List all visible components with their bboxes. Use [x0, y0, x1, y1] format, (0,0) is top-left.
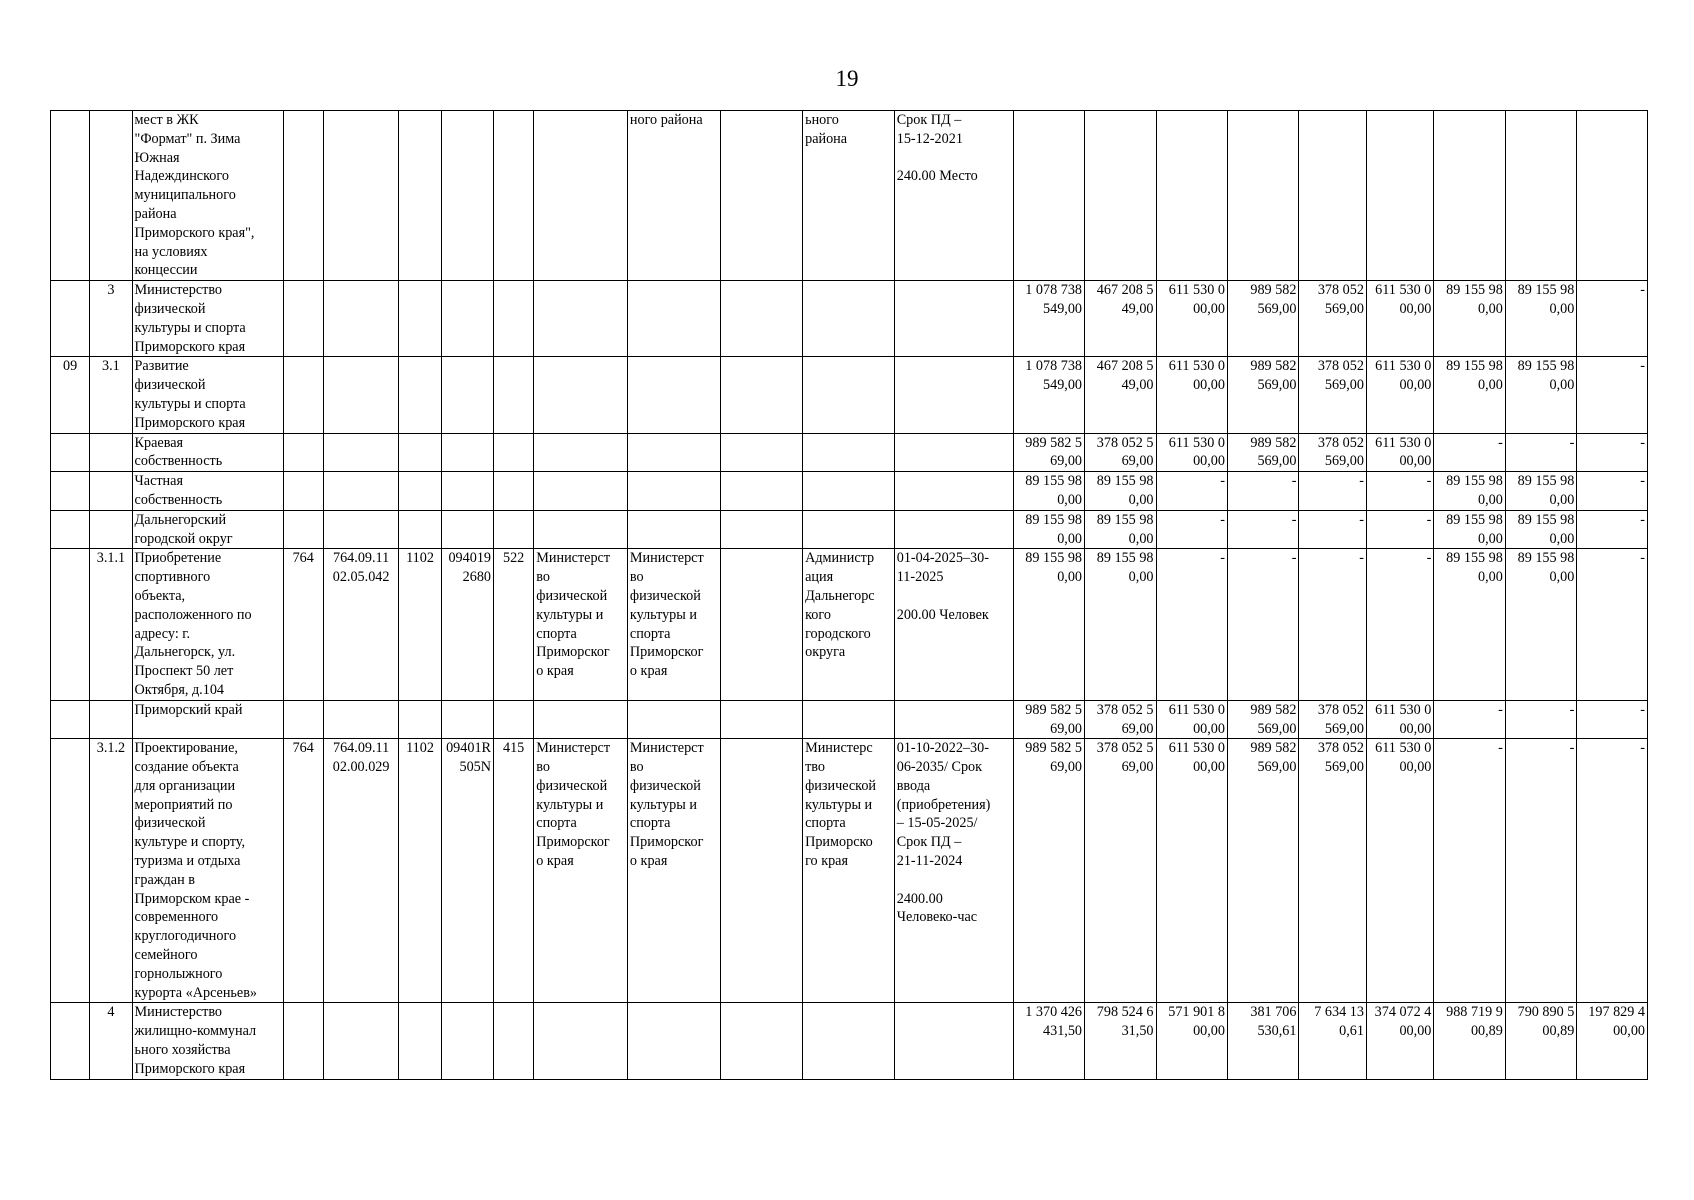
- builder-cell: Министерст во физической культуры и спорта Приморског о края: [627, 549, 720, 700]
- table-row: [51, 1003, 1648, 1079]
- amount-cell: 378 052 569,00: [1299, 357, 1366, 433]
- target-article-cell: [441, 510, 493, 549]
- grbs-code-cell: 764: [283, 549, 323, 700]
- builder-cell: [627, 700, 720, 739]
- amount-cell: 611 530 0 00,00: [1156, 700, 1227, 739]
- amount-cell: 611 530 0 00,00: [1366, 739, 1433, 1003]
- grbs-code-cell: [283, 700, 323, 739]
- amount-cell: 89 155 98 0,00: [1013, 472, 1084, 511]
- expense-type-cell: [494, 433, 534, 472]
- kcsr-code-cell: [323, 433, 399, 472]
- amount-cell: -: [1299, 510, 1366, 549]
- target-article-cell: [441, 433, 493, 472]
- amount-cell: [1013, 111, 1084, 281]
- amount-cell: 89 155 98 0,00: [1505, 357, 1576, 433]
- amount-cell: -: [1366, 549, 1433, 700]
- amount-cell: 374 072 4 00,00: [1366, 1003, 1433, 1079]
- name-cell: Министерство физической культуры и спорта Приморского края: [132, 281, 283, 357]
- amount-cell: 89 155 98 0,00: [1505, 281, 1576, 357]
- operator-cell: ьного района: [803, 111, 895, 281]
- number-cell: [90, 510, 132, 549]
- operator-cell: [803, 700, 895, 739]
- kcsr-code-cell: 764.09.11 02.00.029: [323, 739, 399, 1003]
- amount-cell: 89 155 98 0,00: [1085, 549, 1156, 700]
- page-number: 19: [835, 66, 859, 91]
- amount-cell: 611 530 0 00,00: [1156, 739, 1227, 1003]
- amount-cell: [1156, 111, 1227, 281]
- expense-type-cell: [494, 510, 534, 549]
- grbs-code-cell: [283, 111, 323, 281]
- amount-cell: 989 582 569,00: [1227, 433, 1298, 472]
- amount-cell: 989 582 569,00: [1227, 281, 1298, 357]
- number-cell: [90, 472, 132, 511]
- name-cell: мест в ЖК "Формат" п. Зима Южная Надеждинского муниципального района Приморского края", на условиях концессии: [132, 111, 283, 281]
- amount-cell: -: [1156, 472, 1227, 511]
- amount-cell: 1 370 426 431,50: [1013, 1003, 1084, 1079]
- operator-cell: [803, 281, 895, 357]
- target-article-cell: [441, 472, 493, 511]
- amount-cell: 611 530 0 00,00: [1366, 433, 1433, 472]
- owner-cell: [720, 472, 803, 511]
- table-row: [51, 739, 1648, 1003]
- amount-cell: 89 155 98 0,00: [1085, 472, 1156, 511]
- amount-cell: 89 155 98 0,00: [1505, 472, 1576, 511]
- section-code-cell: [399, 433, 441, 472]
- section-code-cell: 1102: [399, 549, 441, 700]
- target-article-cell: [441, 700, 493, 739]
- amount-cell: 467 208 5 49,00: [1085, 281, 1156, 357]
- name-cell: Краевая собственность: [132, 433, 283, 472]
- amount-cell: 89 155 98 0,00: [1434, 281, 1505, 357]
- number-cell: 3: [90, 281, 132, 357]
- grbs-code-cell: [283, 433, 323, 472]
- amount-cell: 989 582 569,00: [1227, 700, 1298, 739]
- amount-cell: 197 829 4 00,00: [1577, 1003, 1648, 1079]
- amount-cell: 611 530 0 00,00: [1156, 281, 1227, 357]
- name-cell: Приморский край: [132, 700, 283, 739]
- grbs-code-cell: 764: [283, 739, 323, 1003]
- amount-cell: -: [1505, 700, 1576, 739]
- amount-cell: 89 155 98 0,00: [1505, 549, 1576, 700]
- amount-cell: -: [1434, 700, 1505, 739]
- expense-type-cell: 522: [494, 549, 534, 700]
- amount-cell: -: [1434, 433, 1505, 472]
- amount-cell: 611 530 0 00,00: [1156, 357, 1227, 433]
- owner-cell: [720, 700, 803, 739]
- amount-cell: [1299, 111, 1366, 281]
- builder-cell: [627, 281, 720, 357]
- owner-cell: [720, 739, 803, 1003]
- name-cell: Министерство жилищно-коммунал ьного хозяйства Приморского края: [132, 1003, 283, 1079]
- amount-cell: 381 706 530,61: [1227, 1003, 1298, 1079]
- amount-cell: -: [1366, 510, 1433, 549]
- operator-cell: Министерс тво физической культуры и спорта Приморско го края: [803, 739, 895, 1003]
- grbs-code-cell: [283, 510, 323, 549]
- kcsr-code-cell: [323, 472, 399, 511]
- customer-cell: Министерст во физической культуры и спорта Приморског о края: [534, 739, 628, 1003]
- budget-table: [50, 110, 1648, 1080]
- customer-cell: Министерст во физической культуры и спорта Приморског о края: [534, 549, 628, 700]
- amount-cell: [1505, 111, 1576, 281]
- section-code-cell: [399, 111, 441, 281]
- amount-cell: 571 901 8 00,00: [1156, 1003, 1227, 1079]
- customer-cell: [534, 700, 628, 739]
- amount-cell: -: [1156, 549, 1227, 700]
- kcsr-code-cell: [323, 111, 399, 281]
- amount-cell: 378 052 569,00: [1299, 739, 1366, 1003]
- grbs-code-cell: [283, 472, 323, 511]
- table-row: [51, 357, 1648, 433]
- customer-cell: [534, 111, 628, 281]
- amount-cell: 89 155 98 0,00: [1013, 510, 1084, 549]
- section-code-cell: [399, 700, 441, 739]
- amount-cell: 378 052 5 69,00: [1085, 433, 1156, 472]
- amount-cell: 89 155 98 0,00: [1434, 472, 1505, 511]
- owner-cell: [720, 433, 803, 472]
- customer-cell: [534, 472, 628, 511]
- table-row: [51, 433, 1648, 472]
- amount-cell: [1434, 111, 1505, 281]
- code-cell: [51, 510, 90, 549]
- amount-cell: -: [1577, 357, 1648, 433]
- kcsr-code-cell: [323, 281, 399, 357]
- amount-cell: -: [1434, 739, 1505, 1003]
- section-code-cell: [399, 510, 441, 549]
- section-code-cell: [399, 357, 441, 433]
- table-row: [51, 111, 1648, 281]
- name-cell: Приобретение спортивного объекта, расположенного по адресу: г. Дальнегорск, ул. Проспект 50 лет Октября, д.104: [132, 549, 283, 700]
- amount-cell: -: [1505, 433, 1576, 472]
- amount-cell: 989 582 5 69,00: [1013, 700, 1084, 739]
- amount-cell: 89 155 98 0,00: [1085, 510, 1156, 549]
- code-cell: [51, 111, 90, 281]
- amount-cell: 1 078 738 549,00: [1013, 281, 1084, 357]
- amount-cell: 611 530 0 00,00: [1366, 700, 1433, 739]
- terms-cell: [894, 472, 1013, 511]
- amount-cell: 790 890 5 00,89: [1505, 1003, 1576, 1079]
- section-code-cell: [399, 472, 441, 511]
- name-cell: Проектирование, создание объекта для организации мероприятий по физической культуре и спорту, туризма и отдыха граждан в Приморском крае - современного круглогодичного семейного горнолыжного курорта «Арсеньев»: [132, 739, 283, 1003]
- customer-cell: [534, 510, 628, 549]
- code-cell: 09: [51, 357, 90, 433]
- kcsr-code-cell: [323, 1003, 399, 1079]
- name-cell: Дальнегорский городской округ: [132, 510, 283, 549]
- amount-cell: 89 155 98 0,00: [1505, 510, 1576, 549]
- table-row: [51, 472, 1648, 511]
- amount-cell: 988 719 9 00,89: [1434, 1003, 1505, 1079]
- terms-cell: [894, 433, 1013, 472]
- section-code-cell: [399, 281, 441, 357]
- amount-cell: [1577, 111, 1648, 281]
- number-cell: 3.1: [90, 357, 132, 433]
- owner-cell: [720, 111, 803, 281]
- builder-cell: [627, 433, 720, 472]
- amount-cell: -: [1577, 700, 1648, 739]
- terms-cell: Срок ПД – 15-12-2021 240.00 Место: [894, 111, 1013, 281]
- section-code-cell: [399, 1003, 441, 1079]
- amount-cell: 798 524 6 31,50: [1085, 1003, 1156, 1079]
- target-article-cell: 094019 2680: [441, 549, 493, 700]
- builder-cell: [627, 510, 720, 549]
- code-cell: [51, 472, 90, 511]
- amount-cell: -: [1505, 739, 1576, 1003]
- amount-cell: 378 052 5 69,00: [1085, 739, 1156, 1003]
- customer-cell: [534, 357, 628, 433]
- amount-cell: -: [1577, 472, 1648, 511]
- terms-cell: [894, 510, 1013, 549]
- amount-cell: 467 208 5 49,00: [1085, 357, 1156, 433]
- amount-cell: [1085, 111, 1156, 281]
- amount-cell: -: [1577, 281, 1648, 357]
- amount-cell: 7 634 13 0,61: [1299, 1003, 1366, 1079]
- amount-cell: 89 155 98 0,00: [1434, 549, 1505, 700]
- target-article-cell: 09401R 505N: [441, 739, 493, 1003]
- terms-cell: [894, 281, 1013, 357]
- operator-cell: Администр ация Дальнегорс кого городского округа: [803, 549, 895, 700]
- amount-cell: 89 155 98 0,00: [1013, 549, 1084, 700]
- number-cell: 3.1.1: [90, 549, 132, 700]
- kcsr-code-cell: 764.09.11 02.05.042: [323, 549, 399, 700]
- expense-type-cell: 415: [494, 739, 534, 1003]
- amount-cell: 611 530 0 00,00: [1366, 357, 1433, 433]
- amount-cell: [1366, 111, 1433, 281]
- owner-cell: [720, 1003, 803, 1079]
- table-row: [51, 510, 1648, 549]
- amount-cell: -: [1227, 472, 1298, 511]
- customer-cell: [534, 281, 628, 357]
- amount-cell: -: [1299, 549, 1366, 700]
- amount-cell: 378 052 569,00: [1299, 700, 1366, 739]
- expense-type-cell: [494, 472, 534, 511]
- operator-cell: [803, 433, 895, 472]
- terms-cell: [894, 700, 1013, 739]
- amount-cell: [1227, 111, 1298, 281]
- expense-type-cell: [494, 1003, 534, 1079]
- table-row: [51, 281, 1648, 357]
- grbs-code-cell: [283, 357, 323, 433]
- customer-cell: [534, 1003, 628, 1079]
- amount-cell: -: [1577, 510, 1648, 549]
- amount-cell: -: [1156, 510, 1227, 549]
- amount-cell: 378 052 569,00: [1299, 433, 1366, 472]
- operator-cell: [803, 1003, 895, 1079]
- terms-cell: [894, 357, 1013, 433]
- target-article-cell: [441, 281, 493, 357]
- target-article-cell: [441, 357, 493, 433]
- builder-cell: Министерст во физической культуры и спорта Приморског о края: [627, 739, 720, 1003]
- builder-cell: [627, 1003, 720, 1079]
- builder-cell: [627, 472, 720, 511]
- amount-cell: -: [1366, 472, 1433, 511]
- code-cell: [51, 433, 90, 472]
- name-cell: Частная собственность: [132, 472, 283, 511]
- number-cell: 4: [90, 1003, 132, 1079]
- amount-cell: 611 530 0 00,00: [1156, 433, 1227, 472]
- name-cell: Развитие физической культуры и спорта Приморского края: [132, 357, 283, 433]
- target-article-cell: [441, 111, 493, 281]
- amount-cell: 989 582 5 69,00: [1013, 433, 1084, 472]
- customer-cell: [534, 433, 628, 472]
- table-row: [51, 549, 1648, 700]
- number-cell: 3.1.2: [90, 739, 132, 1003]
- owner-cell: [720, 357, 803, 433]
- amount-cell: 89 155 98 0,00: [1434, 357, 1505, 433]
- amount-cell: 1 078 738 549,00: [1013, 357, 1084, 433]
- amount-cell: 611 530 0 00,00: [1366, 281, 1433, 357]
- owner-cell: [720, 510, 803, 549]
- section-code-cell: 1102: [399, 739, 441, 1003]
- code-cell: [51, 281, 90, 357]
- code-cell: [51, 700, 90, 739]
- expense-type-cell: [494, 281, 534, 357]
- amount-cell: 989 582 569,00: [1227, 357, 1298, 433]
- owner-cell: [720, 549, 803, 700]
- amount-cell: -: [1577, 433, 1648, 472]
- amount-cell: -: [1577, 549, 1648, 700]
- code-cell: [51, 549, 90, 700]
- amount-cell: -: [1227, 549, 1298, 700]
- target-article-cell: [441, 1003, 493, 1079]
- table-row: [51, 700, 1648, 739]
- amount-cell: 378 052 5 69,00: [1085, 700, 1156, 739]
- number-cell: [90, 700, 132, 739]
- code-cell: [51, 739, 90, 1003]
- expense-type-cell: [494, 700, 534, 739]
- amount-cell: 989 582 569,00: [1227, 739, 1298, 1003]
- amount-cell: 89 155 98 0,00: [1434, 510, 1505, 549]
- expense-type-cell: [494, 357, 534, 433]
- terms-cell: [894, 1003, 1013, 1079]
- operator-cell: [803, 510, 895, 549]
- amount-cell: -: [1299, 472, 1366, 511]
- amount-cell: -: [1227, 510, 1298, 549]
- terms-cell: 01-04-2025–30- 11-2025 200.00 Человек: [894, 549, 1013, 700]
- terms-cell: 01-10-2022–30- 06-2035/ Срок ввода (приобретения) – 15-05-2025/ Срок ПД – 21-11-2024 2400.00 Человеко-час: [894, 739, 1013, 1003]
- number-cell: [90, 111, 132, 281]
- number-cell: [90, 433, 132, 472]
- builder-cell: [627, 357, 720, 433]
- kcsr-code-cell: [323, 700, 399, 739]
- amount-cell: 989 582 5 69,00: [1013, 739, 1084, 1003]
- amount-cell: 378 052 569,00: [1299, 281, 1366, 357]
- grbs-code-cell: [283, 1003, 323, 1079]
- expense-type-cell: [494, 111, 534, 281]
- builder-cell: ного района: [627, 111, 720, 281]
- kcsr-code-cell: [323, 510, 399, 549]
- operator-cell: [803, 472, 895, 511]
- amount-cell: -: [1577, 739, 1648, 1003]
- operator-cell: [803, 357, 895, 433]
- grbs-code-cell: [283, 281, 323, 357]
- owner-cell: [720, 281, 803, 357]
- kcsr-code-cell: [323, 357, 399, 433]
- code-cell: [51, 1003, 90, 1079]
